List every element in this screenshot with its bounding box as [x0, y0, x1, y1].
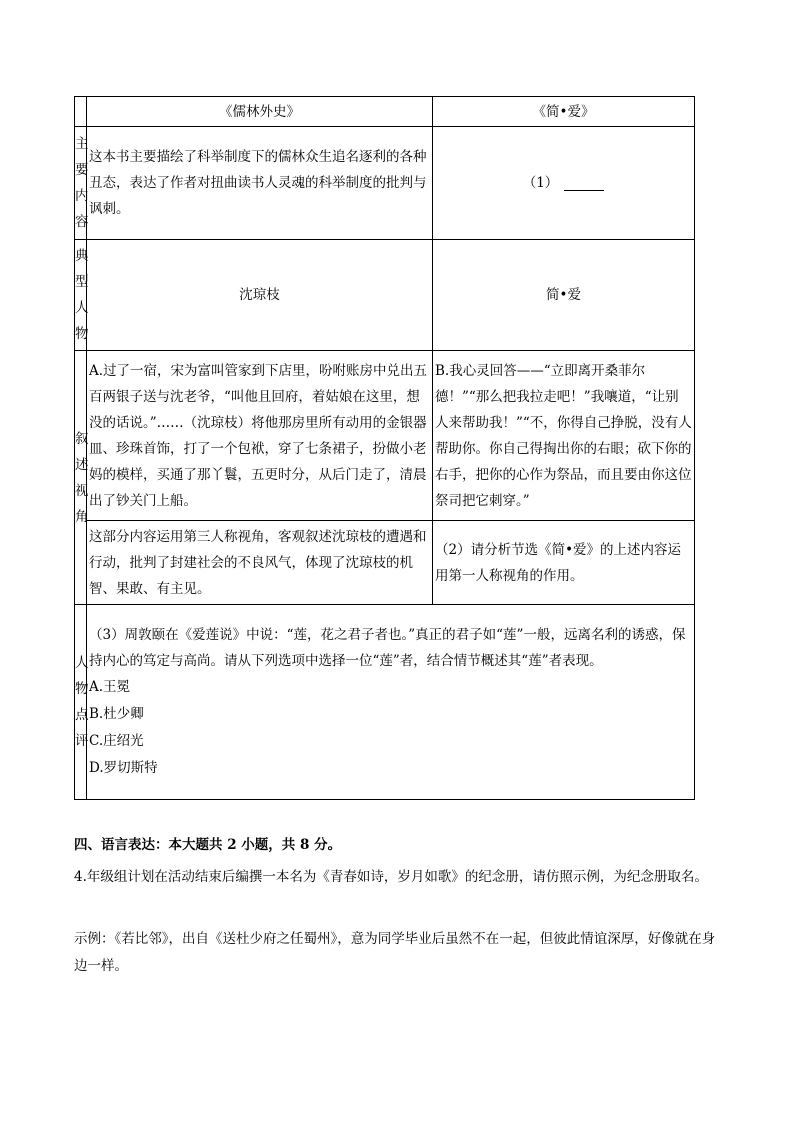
option-c: C.庄绍光	[89, 733, 144, 749]
option-d: D.罗切斯特	[89, 760, 158, 776]
blank-1-label: （1）	[522, 175, 559, 191]
row-label-perspective: 叙 述 视 角	[75, 351, 87, 605]
comment-question: （3）周敦颐在《爱莲说》中说：“莲，花之君子者也。”真正的君子如“莲”一般，远离名利的诱惑，保持内心的笃定与高尚。请从下列选项中选择一位“莲”者，结合情节概述其“莲”者表现。	[89, 627, 686, 669]
comparison-table	[74, 96, 695, 800]
option-a: A.王冕	[89, 679, 131, 695]
rulin-character-cell: 沈琼枝	[87, 240, 433, 351]
row-label-character: 典 型 人 物	[75, 240, 87, 351]
row-label-comment: 人 物 点 评	[75, 605, 87, 800]
jane-content-cell	[433, 127, 695, 240]
rulin-content-cell: 这本书主要描绘了科举制度下的儒林众生追名逐利的各种丑态，表达了作者对扭曲读书人灵魂的科举制度的批判与讽刺。	[87, 127, 433, 240]
rulin-analysis-cell: 这部分内容运用第三人称视角，客观叙述沈琼枝的遭遇和行动，批判了封建社会的不良风气，体现了沈琼枝的机智、果敢、有主见。	[87, 521, 433, 605]
table-header-row	[75, 97, 695, 127]
header-empty-cell	[75, 97, 87, 127]
answer-blank-1	[564, 176, 604, 191]
comment-row	[75, 605, 695, 800]
perspective-excerpt-row	[75, 351, 695, 521]
perspective-analysis-row	[75, 521, 695, 605]
jane-character-cell: 简•爱	[433, 240, 695, 351]
option-b: B.杜少卿	[89, 706, 144, 722]
comment-cell	[87, 605, 695, 800]
jane-question-cell: （2）请分析节选《简•爱》的上述内容运用第一人称视角的作用。	[433, 521, 695, 605]
section-4-title: 四、语言表达：本大题共 2 小题，共 8 分。	[74, 837, 342, 853]
jane-excerpt-cell: B.我心灵回答——“立即离开桑菲尔德！”“那么把我拉走吧！”我嚷道，“让别人来帮助我！”“不，你得自己挣脱，没有人帮助你。你自己得掏出你的右眼；砍下你的右手，把你的心作为祭品，而且要由你这位祭司把它刺穿。”	[433, 351, 695, 521]
header-rulin: 《儒林外史》	[87, 97, 433, 127]
rulin-excerpt-cell: A.过了一宿，宋为富叫管家到下店里，吩咐账房中兑出五百两银子送与沈老爷，“叫他且回府，着姑娘在这里，想没的话说。”……（沈琼枝）将他那房里所有动用的金银器皿、珍珠首饰，打了一个包袱，穿了七条裙子，扮做小老妈的模样，买通了那丫鬟，五更时分，从后门走了，清晨出了钞关门上船。	[87, 351, 433, 521]
header-jane-eyre: 《简•爱》	[433, 97, 695, 127]
character-row	[75, 240, 695, 351]
row-label-content: 主 要 内 容	[75, 127, 87, 240]
question-4-example: 示例：《若比邻》，出自《送杜少府之任蜀州》，意为同学毕业后虽然不在一起，但彼此情谊深厚，好像就在身边一样。	[74, 931, 716, 974]
question-4: 4.年级组计划在活动结束后编撰一本名为《青春如诗，岁月如歌》的纪念册，请仿照示例，为纪念册取名。	[74, 869, 708, 885]
content-row	[75, 127, 695, 240]
